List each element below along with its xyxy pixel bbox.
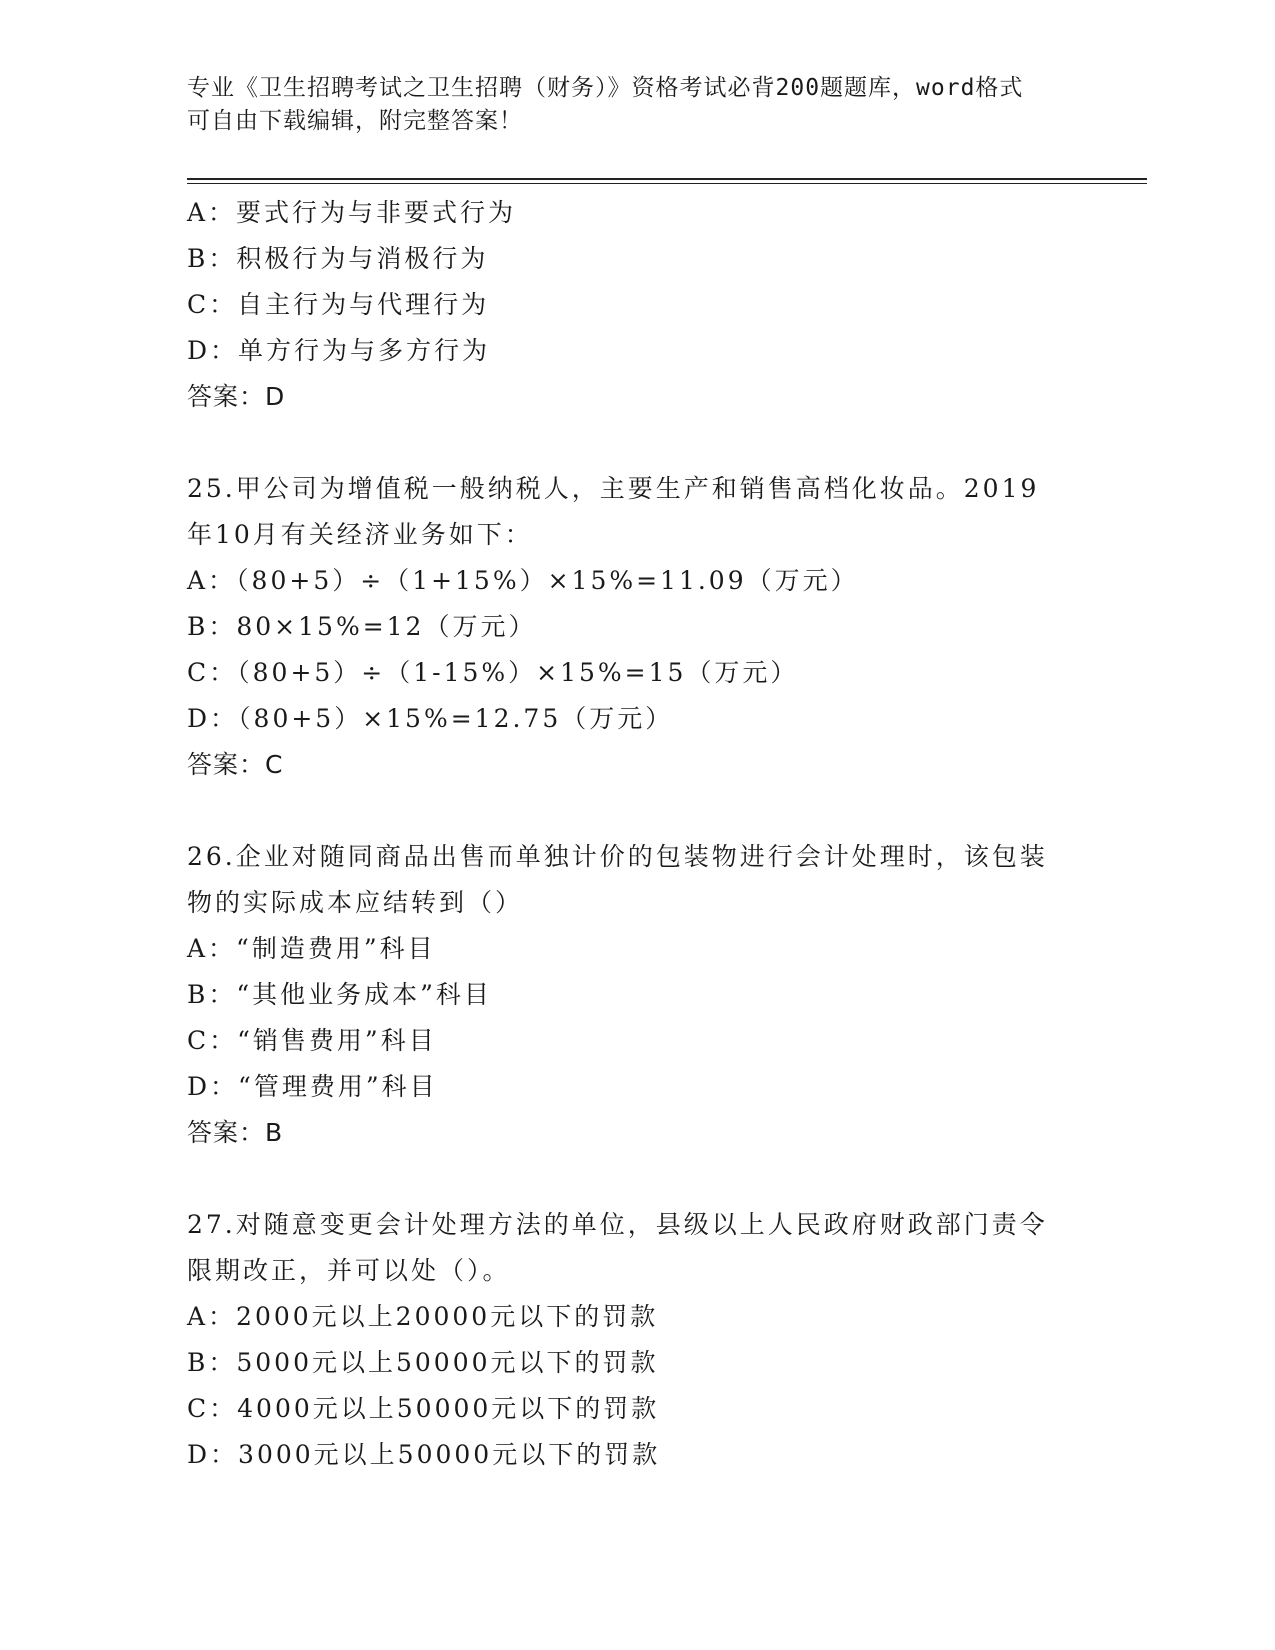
option-c: C：自主行为与代理行为 — [187, 290, 490, 319]
header-line-1: 专业《卫生招聘考试之卫生招聘（财务）》资格考试必背200题题库，word格式 — [187, 75, 1024, 101]
question-stem-line: 27.对随意变更会计处理方法的单位，县级以上人民政府财政部门责令 — [187, 1210, 1048, 1239]
header-rule-thin — [187, 183, 1147, 184]
option-b: B：80×15%=12（万元） — [187, 612, 537, 641]
question-stem-line: 物的实际成本应结转到（） — [187, 888, 524, 917]
option-c: C：“销售费用”科目 — [187, 1026, 437, 1055]
option-b: B：5000元以上50000元以下的罚款 — [187, 1348, 659, 1377]
answer-line: 答案：B — [187, 1118, 284, 1147]
document-body — [187, 190, 1087, 1478]
question-stem-line: 25.甲公司为增值税一般纳税人，主要生产和销售高档化妆品。2019 — [187, 474, 1040, 503]
header-line-2: 可自由下载编辑，附完整答案！ — [187, 108, 523, 134]
document-header — [187, 72, 1087, 138]
option-c: C：（80+5）÷（1-15%）×15%=15（万元） — [187, 658, 799, 687]
option-d: D：单方行为与多方行为 — [187, 336, 491, 365]
option-a: A：要式行为与非要式行为 — [187, 198, 517, 227]
option-a: A：2000元以上20000元以下的罚款 — [187, 1302, 659, 1331]
option-a: A：“制造费用”科目 — [187, 934, 436, 963]
option-d: D：3000元以上50000元以下的罚款 — [187, 1440, 661, 1469]
question-stem-line: 限期改正，并可以处（）。 — [187, 1256, 511, 1285]
option-d: D：（80+5）×15%=12.75（万元） — [187, 704, 674, 733]
option-d: D：“管理费用”科目 — [187, 1072, 438, 1101]
question-27 — [187, 1202, 1087, 1478]
previous-question-block — [187, 190, 1087, 420]
question-stem-line: 26.企业对随同商品出售而单独计价的包装物进行会计处理时，该包装 — [187, 842, 1048, 871]
question-stem-line: 年10月有关经济业务如下： — [187, 520, 533, 549]
answer-line: 答案：D — [187, 382, 286, 411]
answer-line: 答案：C — [187, 750, 284, 779]
header-rule-thick — [187, 178, 1147, 180]
option-c: C：4000元以上50000元以下的罚款 — [187, 1394, 660, 1423]
question-25 — [187, 466, 1087, 788]
question-26 — [187, 834, 1087, 1156]
option-a: A：（80+5）÷（1+15%）×15%=11.09（万元） — [187, 566, 859, 595]
option-b: B：积极行为与消极行为 — [187, 244, 489, 273]
option-b: B：“其他业务成本”科目 — [187, 980, 492, 1009]
